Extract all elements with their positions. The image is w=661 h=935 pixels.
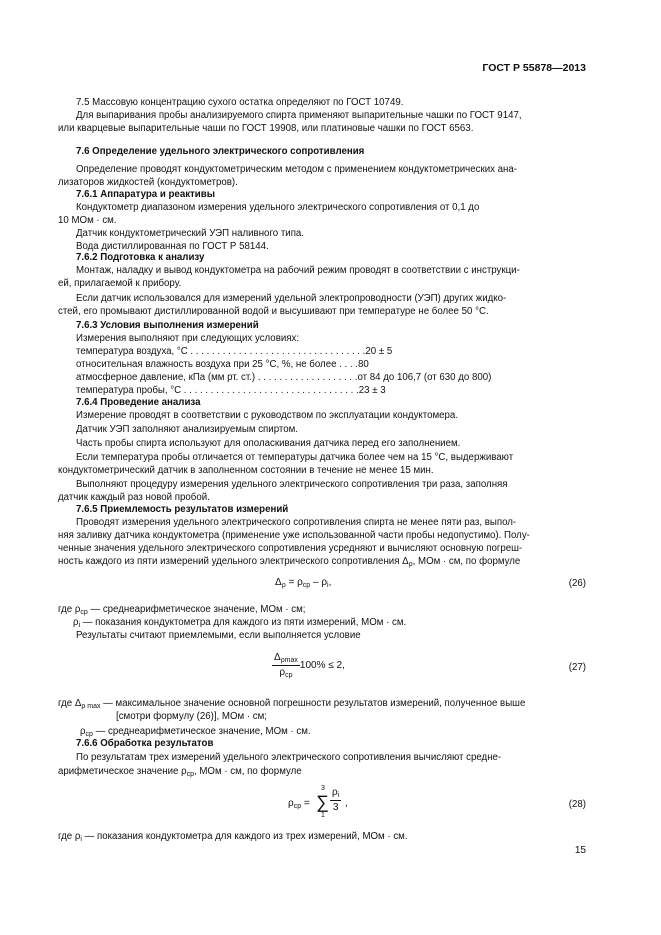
subscript: ср — [293, 803, 302, 810]
text: — максимальное значение основной погрешности результатов измерений, полученное выше — [100, 698, 526, 709]
subscript: ср — [80, 609, 88, 616]
subsection-title: 7.6.2 Подготовка к анализу — [76, 252, 205, 263]
paragraph: Если температура пробы отличается от температуры датчика более чем на 15 °С, выдерживают — [76, 452, 514, 463]
paragraph: Вода дистиллированная по ГОСТ Р 58144. — [76, 241, 269, 252]
paragraph: 10 МОм · см. — [58, 215, 117, 226]
formula-28: $\rho_{ср}$ = 3 ∑ 1 $\frac{\rho_i}{3}$ , — [288, 785, 348, 819]
paragraph: Определение проводят кондуктометрическим методом с применением кондуктометрических ана- — [76, 164, 517, 175]
subscript: i — [327, 582, 329, 589]
text: или кварцевые выпарительные чаши по ГОСТ 19908, или платиновые чашки по ГОСТ 6563. — [58, 123, 474, 134]
paragraph: Выполняют процедуру измерения удельного электрического сопротивления три раза, заполняя — [76, 479, 508, 490]
paragraph: Датчик УЭП заполняют анализируемым спиртом. — [76, 424, 298, 435]
page-header: ГОСТ Р 55878—2013 — [482, 62, 586, 74]
paragraph: датчик каждый раз новой пробой. — [58, 492, 210, 503]
paragraph — [58, 765, 588, 781]
where-line: [смотри формулу (26)], МОм · см; — [116, 711, 268, 722]
delta-symbol: Δ — [274, 652, 281, 663]
sum-lower: 1 — [321, 812, 325, 819]
subscript: ρ max — [81, 703, 101, 710]
delta-symbol: Δ — [402, 556, 409, 567]
text: — среднеарифметическое значение, МОм · см. — [92, 726, 311, 737]
paragraph — [58, 555, 588, 571]
text: — среднеарифметическое значение, МОм · см; — [87, 604, 306, 615]
equation-number: (26) — [568, 578, 586, 589]
text: ρ — [73, 617, 79, 628]
text: , МОм · см, по формуле — [412, 556, 521, 567]
subsection-title: 7.6.6 Обработка результатов — [76, 738, 214, 749]
paragraph: Проводят измерения удельного электрического сопротивления спирта не менее пяти раз, выпол- — [76, 517, 517, 528]
paragraph: ей, прилагаемой к прибору. — [58, 278, 182, 289]
formula-27 — [272, 652, 345, 679]
rho-symbol: ρ — [332, 787, 338, 798]
fraction — [272, 652, 300, 679]
fraction — [330, 787, 341, 813]
text: , МОм · см, по формуле — [193, 766, 302, 777]
where-line — [58, 830, 588, 846]
subsection-title: 7.6.1 Аппаратура и реактивы — [76, 189, 215, 200]
condition-line: температура пробы, °С . . . . . . . . . . . . . . . . . . . . . . . . . . . . . . . . .23 ± 3 — [76, 385, 386, 396]
condition-line: атмосферное давление, кПа (мм рт. ст.) . . . . . . . . . . . . . . . . . . .от 84 до 106,7 (от 630 до 800) — [76, 372, 492, 383]
delta-symbol: Δ — [275, 577, 282, 588]
section-title: 7.6 Определение удельного электрического сопротивления — [76, 146, 365, 157]
text: ность каждого из пяти измерений удельного электрического сопротивления — [58, 556, 400, 567]
denominator: 3 — [332, 802, 339, 813]
paragraph: стей, его промывают дистиллированной водой и высушивают при температуре не более 50 °С. — [58, 306, 489, 317]
paragraph: няя заливку датчика кондуктометра (применение уже использованной части пробы недопустимо). Полу- — [58, 530, 530, 541]
subscript: ρ — [281, 582, 286, 589]
text: где ρ — [58, 604, 81, 615]
formula-26: $\Delta_\rho = \rho_{ср} - \rho_i$, — [275, 577, 332, 589]
paragraph: Монтаж, наладку и вывод кондуктометра на рабочий режим проводят в соответствии с инструкци- — [76, 265, 520, 276]
text: 100% ≤ 2, — [299, 660, 345, 672]
rho-symbol: ρ — [80, 726, 86, 737]
paragraph: Измерение проводят в соответствии с руководством по эксплуатации кондуктомера. — [76, 410, 459, 421]
numerator — [330, 787, 341, 801]
subsection-title: 7.6.4 Проведение анализа — [76, 397, 201, 408]
condition-line: относительная влажность воздуха при 25 °С, %, не более . . . .80 — [76, 359, 369, 370]
paragraph: кондуктометрический датчик в заполненном состоянии в течение не менее 15 мин. — [58, 465, 434, 476]
numerator — [272, 652, 300, 666]
paragraph: Датчик кондуктометрический УЭП наливного типа. — [76, 228, 305, 239]
page-number: 15 — [574, 845, 586, 856]
subscript: ср — [186, 771, 194, 778]
rho-symbol: ρ — [288, 798, 294, 809]
rho-symbol: ρ — [297, 577, 303, 588]
sum-upper: 3 — [321, 785, 325, 792]
equation-number: (28) — [568, 799, 586, 810]
rho-symbol: ρ — [279, 667, 286, 678]
text: арифметическое значение ρ — [58, 766, 187, 777]
paragraph: По результатам трех измерений удельного электрического сопротивления вычисляют средне- — [76, 752, 502, 763]
text: где ρ — [58, 831, 81, 842]
subscript: ρ — [408, 561, 413, 568]
text: — показания кондуктометра для каждого из пяти измерений, МОм · см. — [80, 617, 407, 628]
text: Для выпаривания пробы анализируемого спирта применяют выпарительные чашки по ГОСТ 9147, — [76, 110, 522, 121]
subscript: ср — [285, 672, 293, 679]
paragraph: Измерения выполняют при следующих условиях: — [76, 333, 300, 344]
paragraph: Если датчик использовался для измерений удельной электропроводности (УЭП) других жидко- — [76, 293, 507, 304]
paragraph: ченные значения удельного электрического сопротивления усредняют и вычисляют основную погреш- — [58, 543, 523, 554]
text: — показания кондуктометра для каждого из трех измерений, МОм · см. — [81, 831, 408, 842]
rho-symbol: ρ — [321, 577, 328, 588]
paragraph: Кондуктометр диапазоном измерения удельного электрического сопротивления от 0,1 до — [76, 202, 480, 213]
paragraph — [76, 96, 588, 109]
subscript: i — [78, 622, 81, 629]
paragraph: Часть пробы спирта используют для ополаскивания датчика перед его заполнением. — [76, 438, 461, 449]
subscript: i — [337, 792, 340, 799]
paragraph — [76, 109, 588, 122]
equation-number: (27) — [568, 662, 586, 673]
text: 7.5 Массовую концентрацию сухого остатка определяют по ГОСТ 10749. — [76, 97, 404, 108]
subscript: ρmax — [280, 657, 298, 664]
paragraph — [58, 122, 588, 135]
denominator — [272, 666, 300, 679]
paragraph: Результаты считают приемлемыми, если выполняется условие — [76, 630, 361, 641]
subscript: ср — [85, 731, 93, 738]
sum-symbol: ∑ — [316, 792, 329, 812]
paragraph: лизаторов жидкостей (кондуктометров). — [58, 177, 238, 188]
condition-line: температура воздуха, °С . . . . . . . . . . . . . . . . . . . . . . . . . . . . . . . . .20 ± 5 — [76, 346, 393, 357]
subsection-title: 7.6.3 Условия выполнения измерений — [76, 320, 259, 331]
subscript: ср — [302, 582, 311, 589]
subscript: i — [80, 836, 82, 843]
text: где Δ — [58, 698, 82, 709]
subsection-title: 7.6.5 Приемлемость результатов измерений — [76, 504, 289, 515]
